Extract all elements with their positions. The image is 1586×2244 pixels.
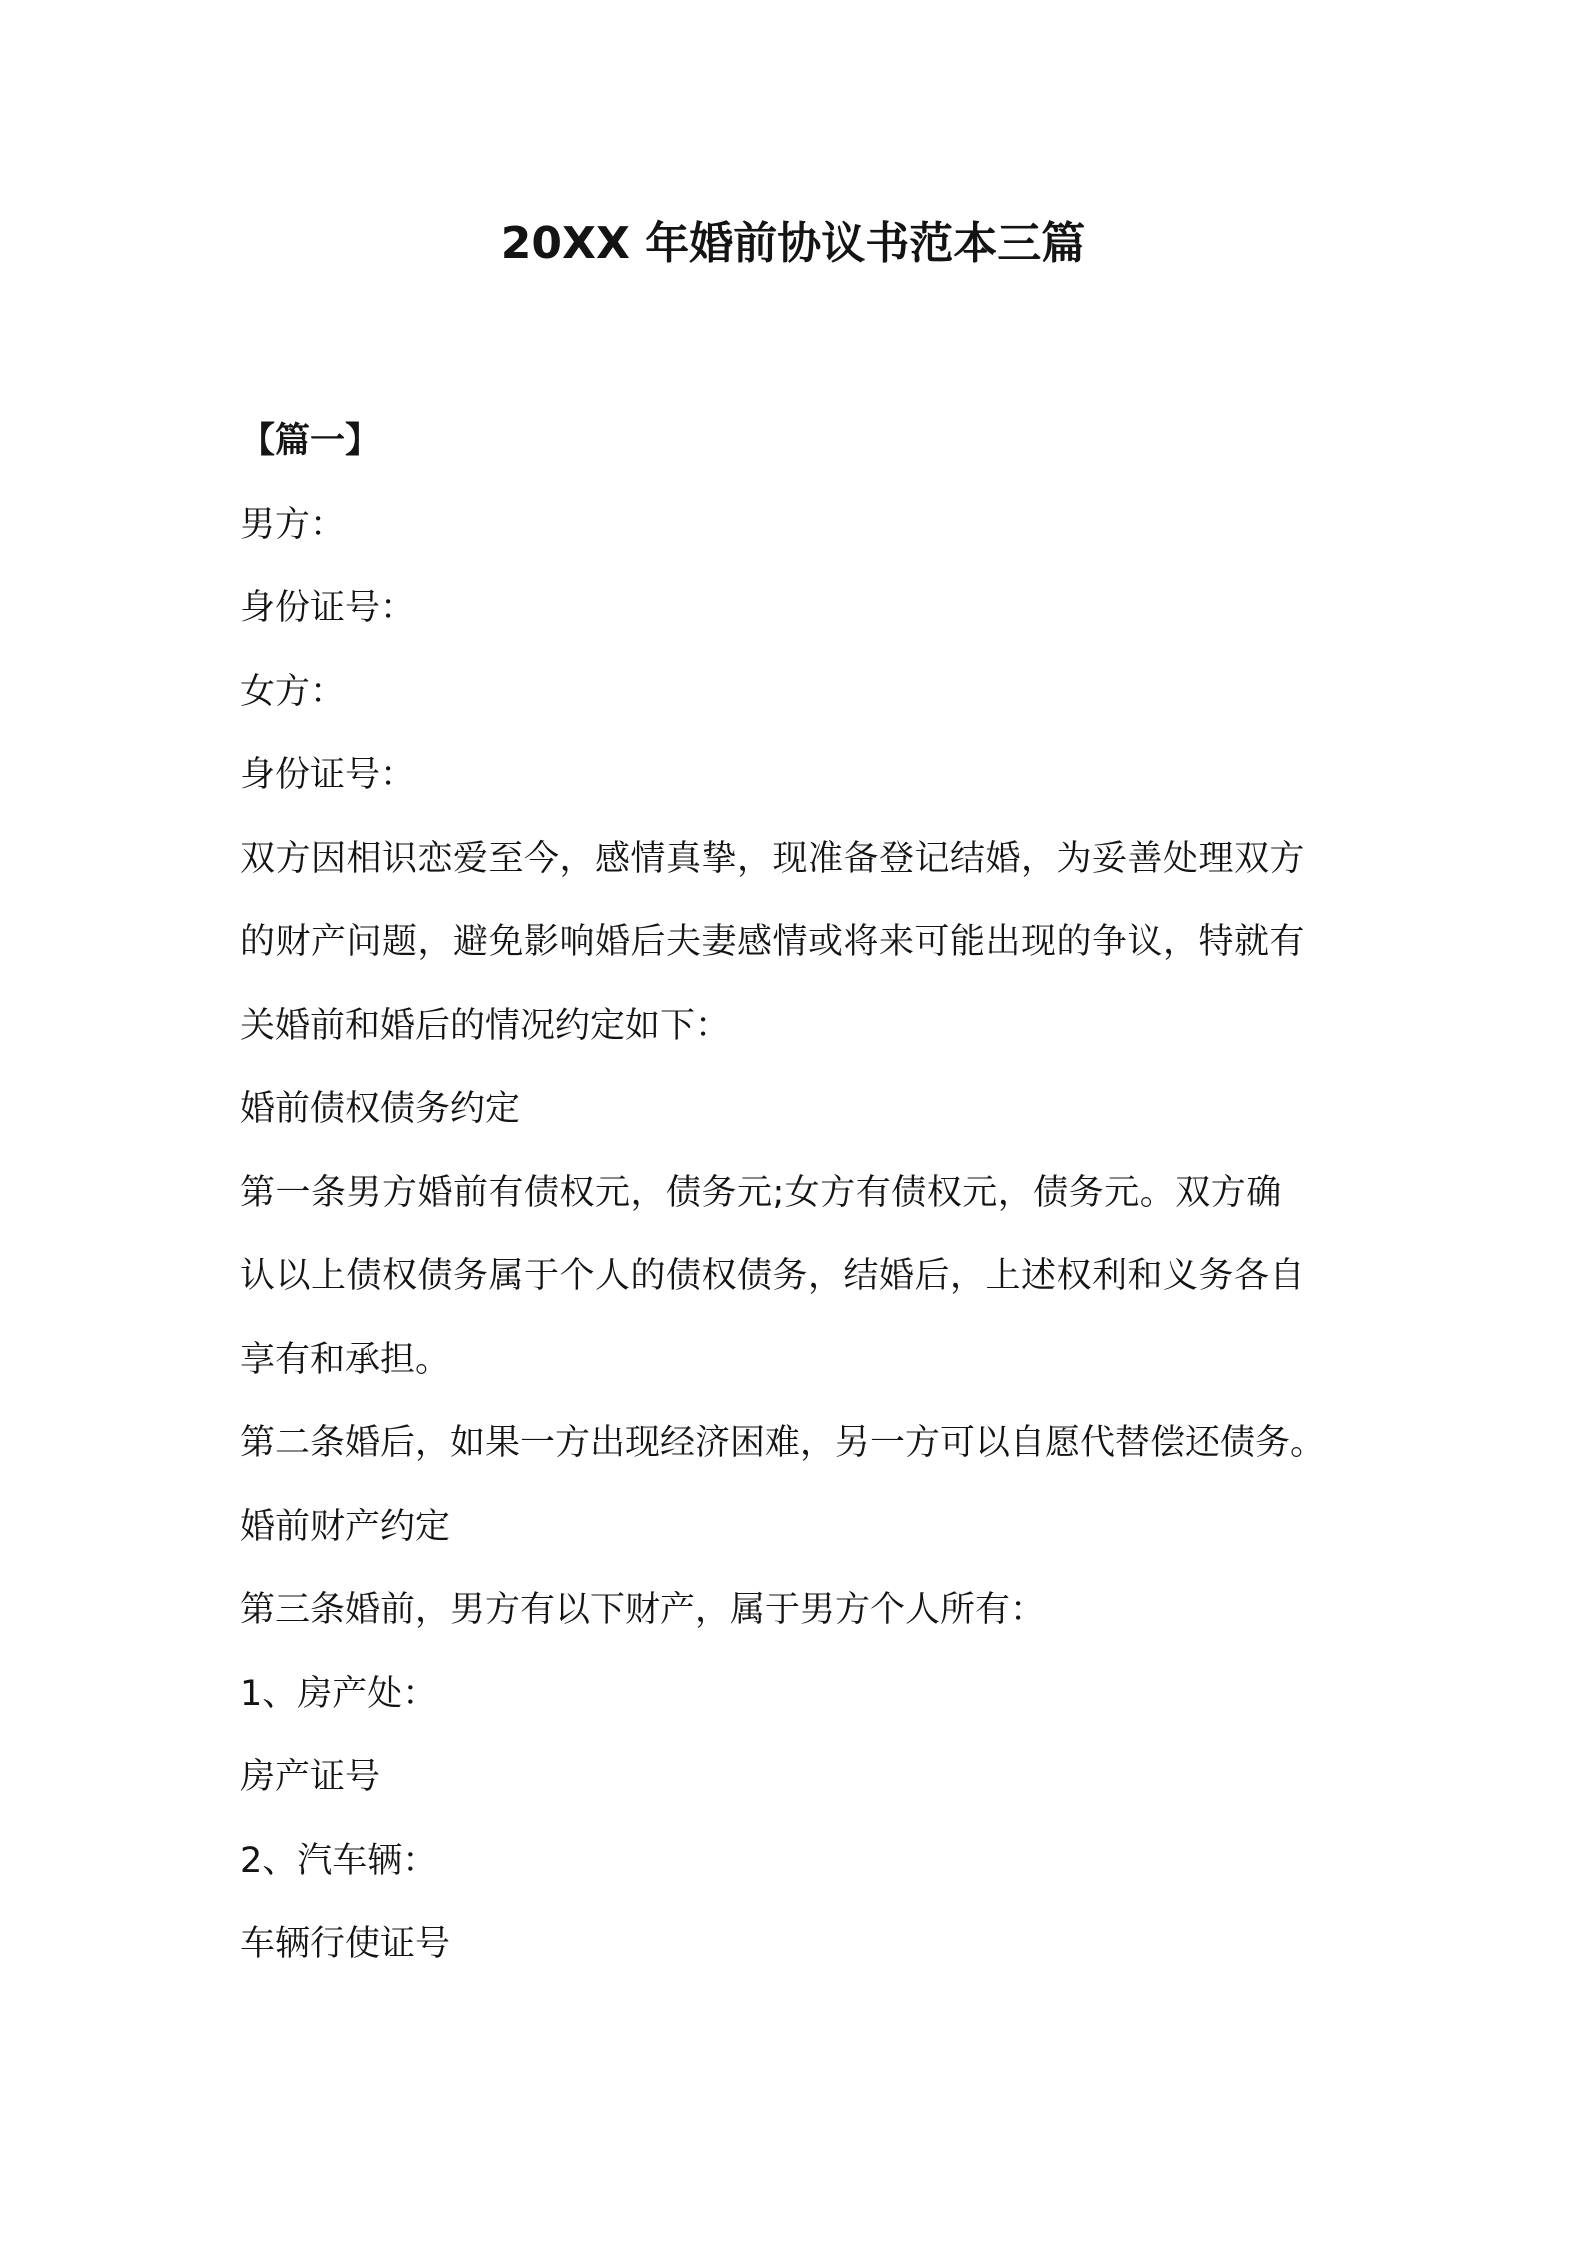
paragraph-line: 第二条婚后，如果一方出现经济困难，另一方可以自愿代替偿还债务。	[240, 1423, 1326, 1463]
paragraph-line: 双方因相识恋爱至今，感情真挚，现准备登记结婚，为妥善处理双方	[240, 838, 1306, 879]
field-female-id-number: 身份证号：	[240, 755, 416, 795]
list-item-property: 1、房产处：	[240, 1673, 438, 1714]
paragraph-line: 认以上债权债务属于个人的债权债务，结婚后，上述权利和义务各自	[240, 1256, 1306, 1296]
document-body	[240, 400, 1360, 1987]
paragraph-line: 的财产问题，避免影响婚后夫妻感情或将来可能出现的争议，特就有	[240, 922, 1306, 962]
subheading-debt-agreement: 婚前债权债务约定	[240, 1089, 521, 1129]
field-male-party: 男方：	[240, 504, 346, 545]
subheading-property-agreement: 婚前财产约定	[240, 1506, 451, 1547]
field-vehicle-license: 车辆行使证号	[240, 1924, 451, 1964]
paragraph-line: 关婚前和婚后的情况约定如下：	[240, 1005, 731, 1046]
list-item-vehicle: 2、汽车辆：	[240, 1840, 438, 1881]
field-female-party: 女方：	[240, 671, 346, 712]
paragraph-line: 第一条男方婚前有债权元，债务元;女方有债权元，债务元。双方确	[240, 1172, 1282, 1213]
field-male-id-number: 身份证号：	[240, 588, 416, 628]
field-property-certificate: 房产证号	[240, 1757, 381, 1797]
section-heading-part-one: 【篇一】	[240, 421, 381, 461]
paragraph-line: 享有和承担。	[240, 1339, 451, 1380]
paragraph-line: 第三条婚前，男方有以下财产，属于男方个人所有：	[240, 1590, 1046, 1630]
document-title: 20XX 年婚前协议书范本三篇	[500, 218, 1086, 269]
